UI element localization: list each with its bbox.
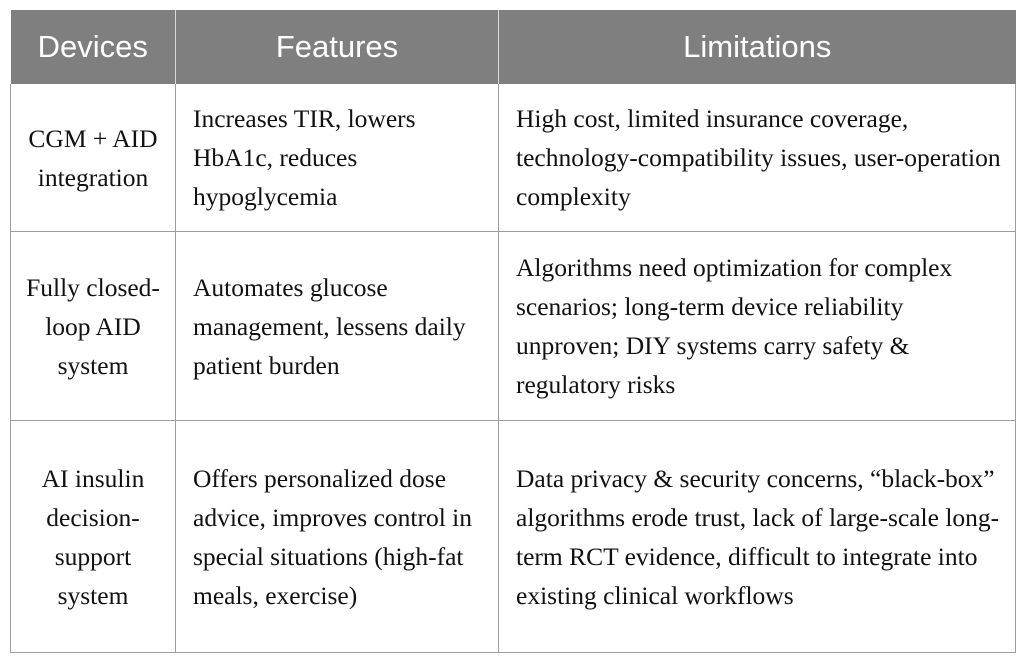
limitations-cell: High cost, limited insurance coverage, technology-compatibility issues, user-operation complexity [499, 84, 1016, 232]
limitations-cell: Data privacy & security concerns, “black-box” algorithms erode trust, lack of large-scale long-term RCT evidence, difficult to integrate into existing clinical workflows [499, 421, 1016, 653]
features-cell: Offers personalized dose advice, improves control in special situations (high-fat meals, exercise) [176, 421, 499, 653]
table-row [11, 421, 1016, 653]
table-header [11, 10, 1016, 84]
comparison-table-container [10, 10, 1015, 653]
device-cell: AI insulin decision-support system [11, 421, 176, 653]
header-features: Features [176, 10, 499, 84]
table-row [11, 84, 1016, 232]
table-row [11, 232, 1016, 421]
device-comparison-table [10, 10, 1016, 653]
features-cell: Increases TIR, lowers HbA1c, reduces hypoglycemia [176, 84, 499, 232]
limitations-cell: Algorithms need optimization for complex scenarios; long-term device reliability unproven; DIY systems carry safety & regulatory risks [499, 232, 1016, 421]
features-cell: Automates glucose management, lessens daily patient burden [176, 232, 499, 421]
device-cell: Fully closed-loop AID system [11, 232, 176, 421]
device-cell: CGM + AID integration [11, 84, 176, 232]
table-body [11, 84, 1016, 653]
header-row [11, 10, 1016, 84]
header-devices: Devices [11, 10, 176, 84]
header-limitations: Limitations [499, 10, 1016, 84]
